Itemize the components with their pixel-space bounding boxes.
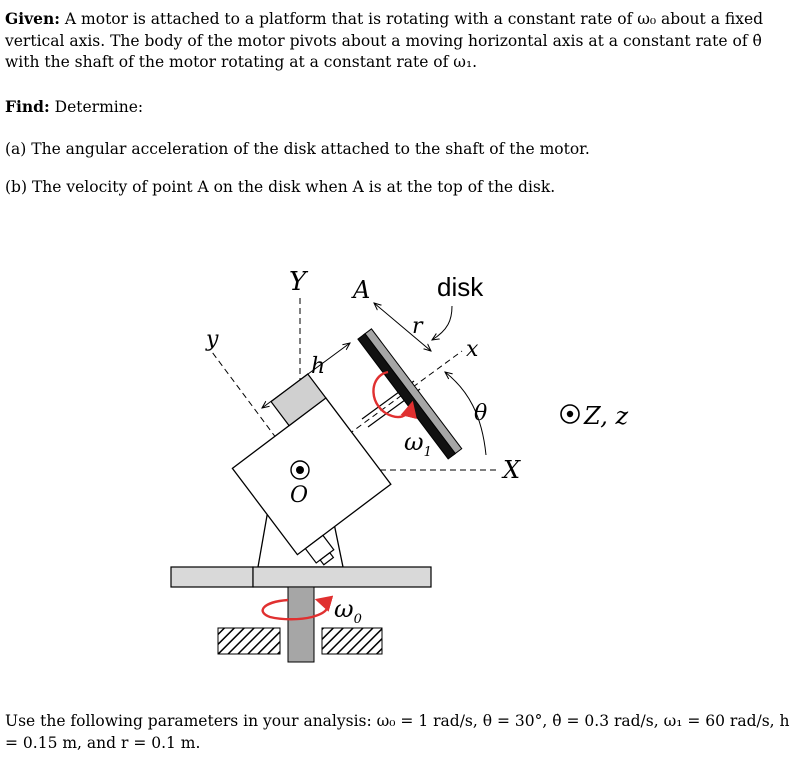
left-bearing xyxy=(218,628,280,654)
label-disk: disk xyxy=(437,272,484,302)
given-paragraph xyxy=(5,8,790,74)
label-X: X xyxy=(503,456,521,484)
label-x: x xyxy=(466,337,479,362)
label-theta: θ xyxy=(474,401,488,426)
find-label: Find: xyxy=(5,97,50,116)
parameters-paragraph: Use the following parameters in your analysis: ω₀ = 1 rad/s, θ = 30°, θ̇ = 0.3 rad/s, ω₁ = 60 rad/s, h = 0.15 m, and r = 0.1 m. xyxy=(5,712,790,752)
label-omega1: $\omega_1$ xyxy=(404,428,432,460)
label-omega0: $\omega_0$ xyxy=(334,595,362,627)
label-O: O xyxy=(290,483,309,508)
find-paragraph xyxy=(5,96,790,119)
right-bearing xyxy=(322,628,382,654)
platform xyxy=(253,567,431,587)
label-y: y xyxy=(206,327,219,352)
motor-diagram xyxy=(0,250,795,680)
find-text: Determine: xyxy=(54,98,144,116)
part-a: (a) The angular acceleration of the disk attached to the shaft of the motor. xyxy=(5,140,590,158)
label-Y: Y xyxy=(289,267,307,297)
vertical-shaft xyxy=(288,587,314,662)
label-A: A xyxy=(353,276,371,304)
part-b: (b) The velocity of point A on the disk when A is at the top of the disk. xyxy=(5,178,556,196)
label-Zz: Z, z xyxy=(584,402,629,430)
label-r: r xyxy=(412,314,423,339)
given-text: A motor is attached to a platform that is rotating with a constant rate of ω₀ about a fixed vertical axis. The body of the motor pivots about a moving horizontal axis at a constant rate of θ̇ with the shaft of the motor rotating at a constant rate of ω₁. xyxy=(5,10,764,71)
label-h: h xyxy=(311,354,326,379)
given-label: Given: xyxy=(5,9,60,28)
